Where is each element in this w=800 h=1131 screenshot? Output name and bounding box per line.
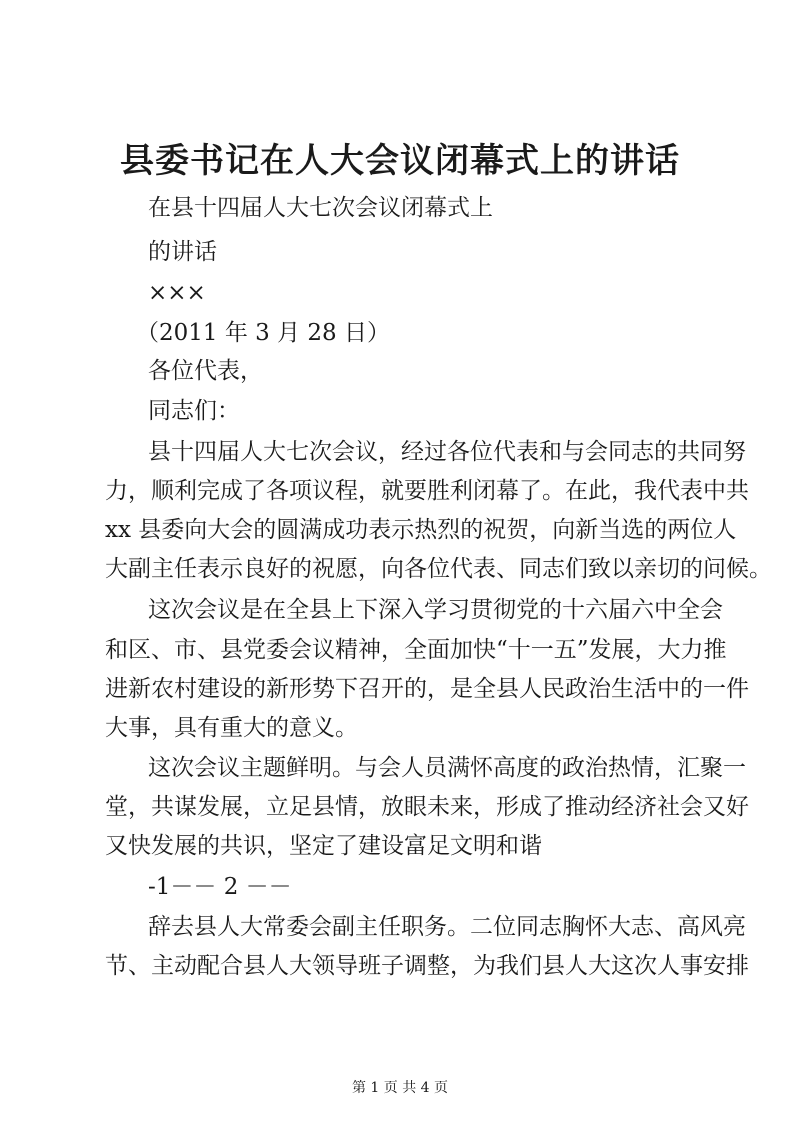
document-title: 县委书记在人大会议闭幕式上的讲话 xyxy=(120,141,680,181)
paragraph-1-line: xx 县委向大会的圆满成功表示热烈的祝贺，向新当选的两位人 xyxy=(105,517,737,543)
salutation-comrades: 同志们： xyxy=(148,398,240,424)
paragraph-2-line: 这次会议是在全县上下深入学习贯彻党的十六届六中全会 xyxy=(148,597,723,623)
salutation-delegates: 各位代表， xyxy=(148,358,263,384)
subtitle-line-1: 在县十四届人大七次会议闭幕式上 xyxy=(148,195,493,221)
page-footer: 第 1 页 共 4 页 xyxy=(351,1080,449,1096)
date-line: （2011 年 3 月 28 日） xyxy=(136,320,390,346)
paragraph-2-line: 大事，具有重大的意义。 xyxy=(105,715,358,741)
paragraph-2-line: 和区、市、县党委会议精神，全面加快“十一五”发展，大力推 xyxy=(105,637,727,663)
paragraph-3-line: 堂，共谋发展，立足县情，放眼未来，形成了推动经济社会又好 xyxy=(105,794,749,820)
page-separator: -1－－ 2 －－ xyxy=(148,874,292,900)
paragraph-1-line: 力，顺利完成了各项议程，就要胜利闭幕了。在此，我代表中共 xyxy=(105,478,749,504)
paragraph-1-line: 大副主任表示良好的祝愿，向各位代表、同志们致以亲切的问候。 xyxy=(105,556,772,582)
paragraph-2-line: 进新农村建设的新形势下召开的，是全县人民政治生活中的一件 xyxy=(105,676,749,702)
author-line: ××× xyxy=(148,280,206,306)
paragraph-4-line: 节、主动配合县人大领导班子调整，为我们县人大这次人事安排 xyxy=(105,953,749,979)
paragraph-3-line: 这次会议主题鲜明。与会人员满怀高度的政治热情，汇聚一 xyxy=(148,755,746,781)
paragraph-3-line: 又快发展的共识，坚定了建设富足文明和谐 xyxy=(105,833,542,859)
paragraph-1-line: 县十四届人大七次会议，经过各位代表和与会同志的共同努 xyxy=(148,439,746,465)
subtitle-line-2: 的讲话 xyxy=(148,239,217,265)
paragraph-4-line: 辞去县人大常委会副主任职务。二位同志胸怀大志、高风亮 xyxy=(148,914,746,940)
